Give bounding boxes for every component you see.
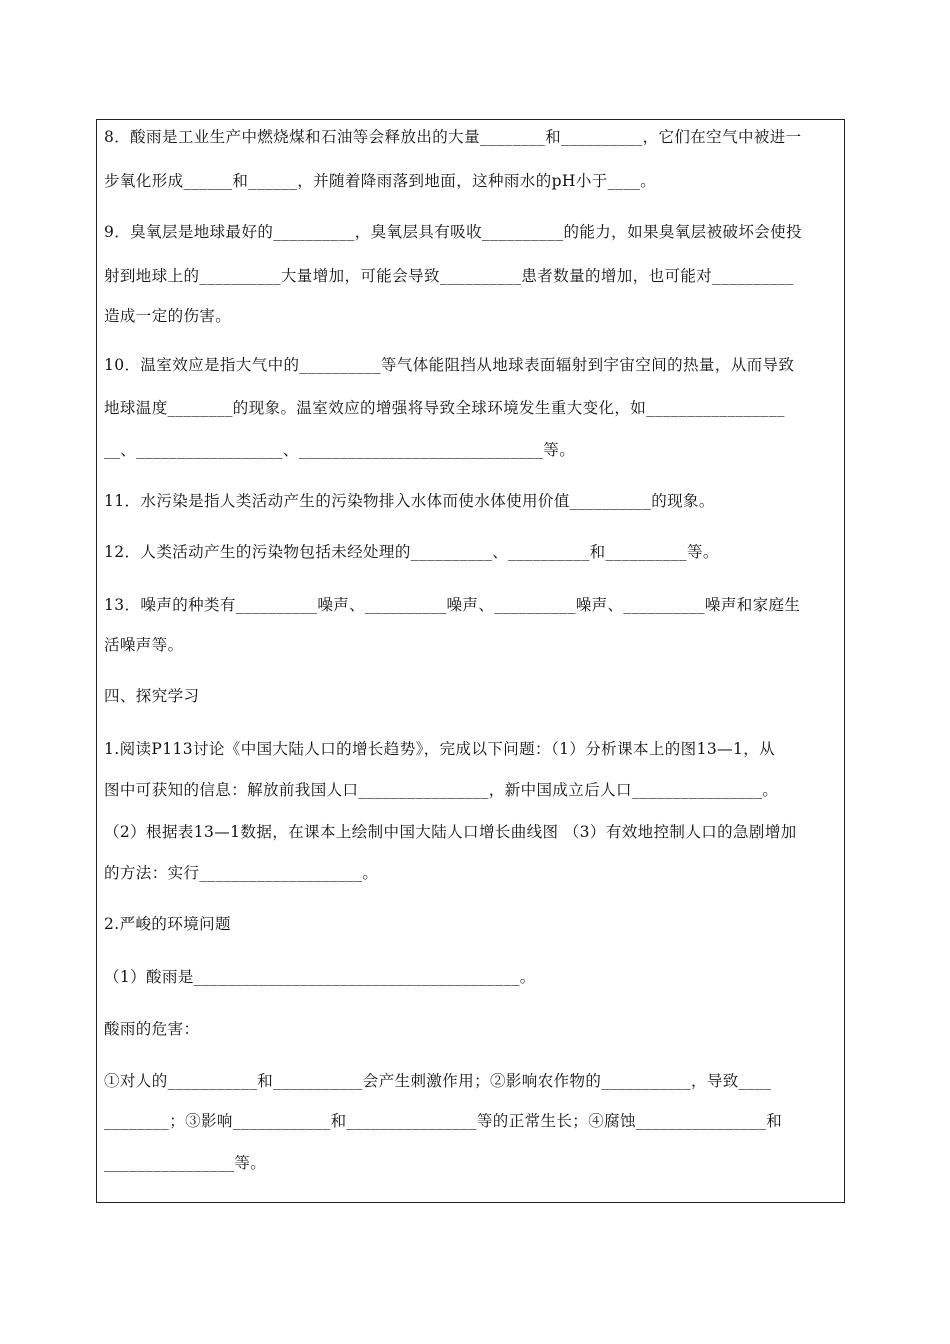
acid-rain-harm-line-2: ________；③影响____________和________________等的正常生长；④腐蚀________________和: [104, 1112, 783, 1130]
inquiry1-line-4: 的方法：实行____________________。: [104, 864, 379, 882]
acid-rain-harm-line-1: ①对人的___________和___________会产生刺激作用；②影响农作物的___________，导致____: [104, 1072, 772, 1090]
q8-line-2: 步氧化形成______和______，并随着降雨落到地面，这种雨水的pH小于____。: [104, 172, 657, 190]
acid-rain-harm-title: 酸雨的危害：: [104, 1020, 200, 1038]
q9-line-3: 造成一定的伤害。: [104, 307, 232, 325]
acid-rain-definition: （1）酸雨是________________________________________。: [104, 968, 536, 986]
inquiry1-line-3: （2）根据表13—1数据，在课本上绘制中国大陆人口增长曲线图 （3）有效地控制人口的急剧增加: [104, 823, 797, 841]
q10-line-1: 10．温室效应是指大气中的__________等气体能阻挡从地球表面辐射到宇宙空间的热量，从而导致: [104, 356, 795, 374]
inquiry1-line-1: 1.阅读P113讨论《中国大陆人口的增长趋势》，完成以下问题：（1）分析课本上的图13—1，从: [104, 740, 776, 758]
q8-line-1: 8．酸雨是工业生产中燃烧煤和石油等会释放出的大量________和__________，它们在空气中被进一: [104, 128, 802, 146]
inquiry2-heading: 2.严峻的环境问题: [104, 915, 231, 933]
acid-rain-harm-line-3: ________________等。: [104, 1154, 267, 1172]
q11-line-1: 11．水污染是指人类活动产生的污染物排入水体而使水体使用价值__________的现象。: [104, 492, 715, 510]
inquiry1-line-2: 图中可获知的信息：解放前我国人口________________，新中国成立后人口________________。: [104, 781, 779, 799]
q13-line-1: 13．噪声的种类有__________噪声、__________噪声、__________噪声、__________噪声和家庭生: [104, 596, 801, 614]
q12-line-1: 12．人类活动产生的污染物包括未经处理的__________、__________和__________等。: [104, 543, 719, 561]
q13-line-2: 活噪声等。: [104, 636, 184, 654]
q10-line-2: 地球温度________的现象。温室效应的增强将导致全球环境发生重大变化，如_________________: [104, 399, 785, 417]
q9-line-1: 9．臭氧层是地球最好的__________，臭氧层具有吸收__________的能力，如果臭氧层被破坏会使投: [104, 223, 802, 241]
section-4-heading: 四、探究学习: [104, 687, 200, 705]
q9-line-2: 射到地球上的__________大量增加，可能会导致__________患者数量的增加，也可能对__________: [104, 267, 794, 285]
q10-line-3: __、__________________、______________________________等。: [104, 441, 576, 459]
